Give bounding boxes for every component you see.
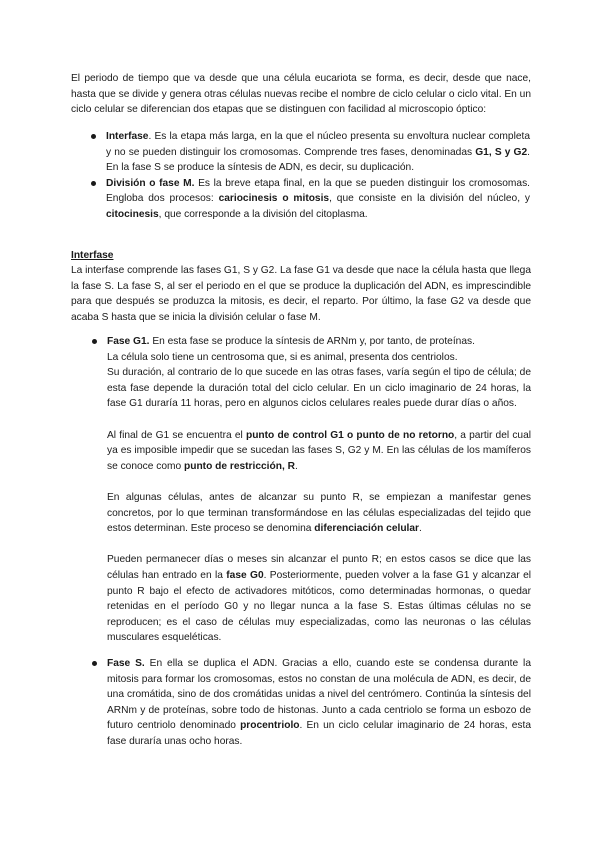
list-item-interfase: Interfase. Es la etapa más larga, en la que el núcleo presenta su envoltura nuclear completa y no se pueden distinguir los cromosomas. Comprende tres fases, denominadas G1, S y G2. En la fase S se produce la síntesis de ADN, es decir, su duplicación. (90, 129, 530, 176)
term-interfase: Interfase (106, 131, 149, 142)
bullet-icon (92, 661, 97, 666)
intro-paragraph: El periodo de tiempo que va desde que una célula eucariota se forma, es decir, desde que nace, hasta que se divide y genera otras células nuevas recibe el nombre de ciclo celular o ciclo vital. En un ciclo celular se diferencian dos etapas que se distinguen con facilidad al microscopio óptico: (71, 73, 531, 116)
list-item-fase-s: Fase S. En ella se duplica el ADN. Gracias a ello, cuando este se condensa durante la mitosis para formar los cromosomas, estos no constan de una molécula de ADN, es decir, de una cromátida, sino de dos cromátidas unidas a nivel del centrómero. Continúa la síntesis del ARNm y de proteínas, sobre todo de histonas. Junto a cada centriolo se forma un esbozo de futuro centriolo denominado procentriolo. En un ciclo celular imaginario de 24 horas, esta fase duraría unas ocho horas. (91, 656, 531, 750)
section-title-interfase: Interfase (71, 250, 114, 261)
bullet-icon (91, 181, 96, 186)
term-division: División o fase M. (106, 177, 195, 189)
g1-checkpoint-paragraph: Al final de G1 se encuentra el punto de control G1 o punto de no retorno, a partir del cual ya es imposible impedir que se sucedan las fases S, G2 y M. En las células de los mamíferos se conoce como punto de restricción, R. (107, 429, 532, 472)
term-fase-g1: Fase G1. (107, 336, 150, 347)
list-item-division: División o fase M. Es la breve etapa final, en la que se pueden distinguir los cromosomas. Engloba dos procesos: cariocinesis o mitosis, que consiste en la división del núcleo, y citocinesis, que corresponde a la división del citoplasma. (90, 176, 530, 223)
bullet-icon (92, 339, 97, 344)
interfase-paragraph: La interfase comprende las fases G1, S y G2. La fase G1 va desde que nace la célula hasta que llega la fase S. La fase S, al ser el periodo en el que se produce la duplicación del ADN, es imprescindible para que después se produzca la mitosis, es decir, el reparto. Por último, la fase G2 va desde que acaba S hasta que se inicia la división celular o fase M. (71, 265, 531, 323)
stages-list (90, 129, 530, 223)
g1-differentiation-paragraph: En algunas células, antes de alcanzar su punto R, se empiezan a manifestar genes concretos, por lo que terminan transformándose en las células especializadas del tejido que estos determinan. Este proceso se denomina diferenciación celular. (107, 491, 531, 535)
g1-g0-paragraph: Pueden permanecer días o meses sin alcanzar el punto R; en estos casos se dice que las células han entrado en la fase G0. Posteriormente, pueden volver a la fase G1 y alcanzar el punto R bajo el efecto de activadores mitóticos, como determinadas hormonas, o quedar retenidas en el período G0 y no llegar nunca a la fase S. Estas últimas células no se reproducen; es el caso de células muy especializadas, como las neuronas o las células musculares esqueléticas. (107, 554, 532, 644)
term-fase-s: Fase S. (107, 658, 145, 669)
bullet-icon (91, 134, 96, 139)
list-item-fase-g1: Fase G1. En esta fase se produce la síntesis de ARNm y, por tanto, de proteínas. La célula solo tiene un centrosoma que, si es animal, presenta dos centriolos. Su duración, al contrario de lo que sucede en las otras fases, varía según el tipo de célula; de esta fase depende la duración total del ciclo celular. En un ciclo imaginario de 24 horas, la fase G1 duraría 11 horas, pero en algunos ciclos celulares reales puede durar días o años. Al final de G1 se encuentra el punto de control G1 o punto de no retorno, a partir del cual ya es imposible impedir que se sucedan las fases S, G2 y M. En las células de los mamíferos se conoce como punto de restricción, R. En algunas células, antes de alcanzar su punto R, se empiezan a manifestar genes concretos, por lo que terminan transformándose en las células especializadas del tejido que estos determinan. Este proceso se denomina diferenciación celular. Pueden permanecer días o meses sin alcanzar el punto R; en estos casos se dice que las células han entrado en la fase G0. Posteriormente, pueden volver a la fase G1 y alcanzar el punto R bajo el efecto de activadores mitóticos, como determinadas hormonas, o quedar retenidas en el período G0 y no llegar nunca a la fase S. Estas últimas células no se reproducen; es el caso de células muy especializadas, como las neuronas o las células musculares esqueléticas. (91, 334, 531, 646)
